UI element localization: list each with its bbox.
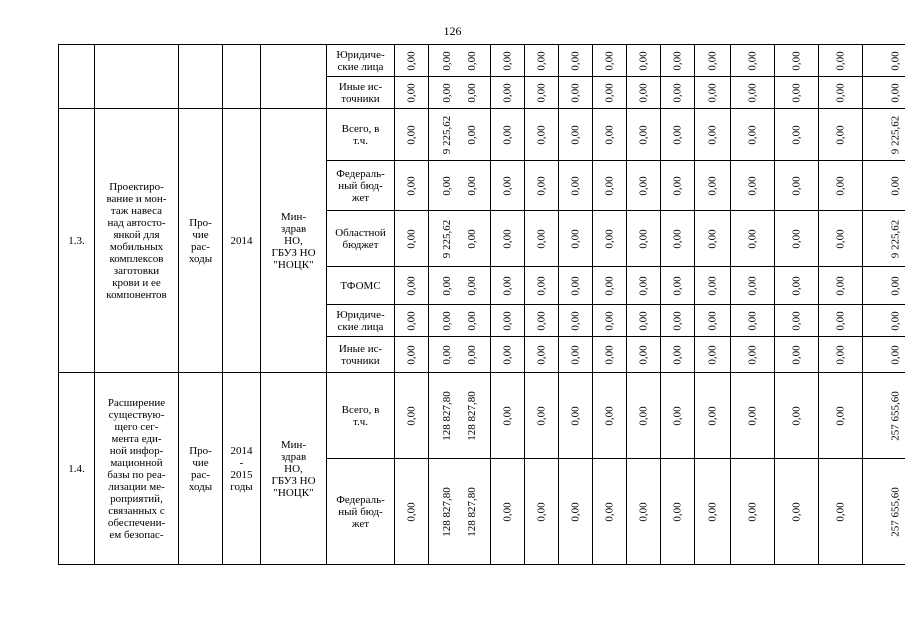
value-cell: 0,00	[731, 45, 775, 77]
value-cell: 0,00	[775, 373, 819, 459]
empty-cell	[261, 45, 327, 109]
value-cell: 0,00	[559, 109, 593, 161]
value-cell: 0,00	[695, 305, 731, 337]
value-cell: 0,00	[661, 45, 695, 77]
value-cell: 0,00	[525, 109, 559, 161]
value-cell: 0,00	[627, 459, 661, 565]
value-cell: 0,00	[525, 337, 559, 373]
value-cell: 0,00	[695, 267, 731, 305]
value-cell: 9 225,62 0,00	[429, 109, 491, 161]
value-cell: 0,00	[395, 109, 429, 161]
source-label: Иные ис- точники	[327, 337, 395, 373]
value-cell: 0,00	[731, 373, 775, 459]
value-cell: 0,00	[819, 161, 863, 211]
value-cell: 0,00	[491, 211, 525, 267]
value-cell: 0,00	[731, 459, 775, 565]
value-cell: 0,00	[627, 109, 661, 161]
value-cell: 0,00	[559, 337, 593, 373]
value-cell: 9 225,62	[863, 109, 905, 161]
value-cell: 0,00	[775, 267, 819, 305]
value-cell: 0,00	[491, 267, 525, 305]
value-cell: 0,00	[593, 373, 627, 459]
value-cell: 0,00	[661, 267, 695, 305]
value-cell: 0,00	[525, 45, 559, 77]
item-number: 1.3.	[59, 109, 95, 373]
value-cell: 0,00	[775, 211, 819, 267]
value-cell: 257 655,60	[863, 373, 905, 459]
empty-cell	[223, 45, 261, 109]
source-label: Юридиче- ские лица	[327, 45, 395, 77]
item-year: 2014	[223, 109, 261, 373]
value-cell: 0,00	[661, 459, 695, 565]
value-cell: 0,00 0,00	[429, 305, 491, 337]
value-cell: 0,00	[559, 77, 593, 109]
value-cell: 0,00	[819, 373, 863, 459]
source-label: Федераль- ный бюд- жет	[327, 459, 395, 565]
budget-table	[58, 44, 905, 565]
value-cell: 0,00	[695, 161, 731, 211]
value-cell: 0,00	[395, 211, 429, 267]
value-cell: 0,00	[593, 305, 627, 337]
value-cell: 0,00	[491, 337, 525, 373]
value-cell: 0,00	[695, 337, 731, 373]
value-cell: 0,00	[661, 109, 695, 161]
value-cell: 0,00	[559, 459, 593, 565]
value-cell: 0,00	[627, 45, 661, 77]
value-cell: 0,00	[775, 77, 819, 109]
value-cell: 0,00	[661, 337, 695, 373]
value-cell: 0,00	[627, 337, 661, 373]
source-label: Юридиче- ские лица	[327, 305, 395, 337]
value-cell: 0,00	[525, 305, 559, 337]
value-cell: 0,00	[627, 373, 661, 459]
value-cell: 0,00	[819, 459, 863, 565]
value-cell: 128 827,80 128 827,80	[429, 373, 491, 459]
value-cell: 0,00	[627, 161, 661, 211]
value-cell: 0,00	[593, 459, 627, 565]
value-cell: 0,00	[661, 373, 695, 459]
empty-cell	[179, 45, 223, 109]
value-cell: 0,00	[593, 161, 627, 211]
value-cell: 0,00	[525, 373, 559, 459]
value-cell: 0,00	[819, 77, 863, 109]
value-cell: 0,00	[627, 305, 661, 337]
source-label: Иные ис- точники	[327, 77, 395, 109]
value-cell: 0,00	[819, 109, 863, 161]
table-row	[59, 109, 905, 161]
value-cell: 0,00	[593, 77, 627, 109]
value-cell: 0,00	[731, 109, 775, 161]
value-cell: 0,00	[491, 161, 525, 211]
value-cell: 0,00	[695, 77, 731, 109]
value-cell: 0,00	[863, 305, 905, 337]
value-cell: 0,00	[395, 77, 429, 109]
value-cell: 0,00	[731, 161, 775, 211]
expense-type: Про- чие рас- ходы	[179, 109, 223, 373]
source-label: Всего, в т.ч.	[327, 109, 395, 161]
empty-cell	[95, 45, 179, 109]
value-cell: 0,00	[863, 45, 905, 77]
value-cell: 0,00	[731, 77, 775, 109]
value-cell: 0,00	[695, 373, 731, 459]
value-cell: 0,00	[819, 337, 863, 373]
value-cell: 0,00	[731, 211, 775, 267]
value-cell: 0,00	[695, 45, 731, 77]
value-cell: 0,00	[695, 211, 731, 267]
value-cell: 0,00	[525, 267, 559, 305]
value-cell: 0,00 0,00	[429, 45, 491, 77]
value-cell: 0,00	[731, 267, 775, 305]
value-cell: 0,00	[525, 459, 559, 565]
value-cell: 0,00	[491, 373, 525, 459]
value-cell: 0,00	[559, 305, 593, 337]
expense-type: Про- чие рас- ходы	[179, 373, 223, 565]
value-cell: 0,00	[695, 459, 731, 565]
value-cell: 0,00	[775, 109, 819, 161]
value-cell: 257 655,60	[863, 459, 905, 565]
value-cell: 0,00	[559, 45, 593, 77]
value-cell: 9 225,62	[863, 211, 905, 267]
source-label: Федераль- ный бюд- жет	[327, 161, 395, 211]
value-cell: 0,00	[559, 373, 593, 459]
value-cell: 0,00	[559, 267, 593, 305]
value-cell: 0,00	[395, 459, 429, 565]
value-cell: 0,00	[863, 337, 905, 373]
item-number: 1.4.	[59, 373, 95, 565]
value-cell: 0,00 0,00	[429, 267, 491, 305]
value-cell: 0,00	[863, 267, 905, 305]
value-cell: 0,00	[819, 305, 863, 337]
value-cell: 0,00	[593, 267, 627, 305]
page-number: 126	[443, 24, 462, 38]
value-cell: 0,00	[661, 161, 695, 211]
value-cell: 128 827,80 128 827,80	[429, 459, 491, 565]
value-cell: 0,00	[491, 109, 525, 161]
value-cell: 0,00	[661, 305, 695, 337]
item-name: Расширение существую- щего сег- мента еди- ной инфор- мационной базы по реа- лизации ме- роприятий, связанных с обеспечени- ем безопас-	[95, 373, 179, 565]
item-executor: Мин- здрав НО, ГБУЗ НО "НОЦК"	[261, 373, 327, 565]
value-cell: 0,00	[863, 161, 905, 211]
value-cell: 0,00	[661, 77, 695, 109]
value-cell: 0,00	[395, 267, 429, 305]
item-year: 2014 - 2015 годы	[223, 373, 261, 565]
value-cell: 0,00	[491, 45, 525, 77]
value-cell: 0,00	[593, 337, 627, 373]
value-cell: 0,00	[731, 337, 775, 373]
value-cell: 0,00	[775, 45, 819, 77]
value-cell: 0,00	[819, 267, 863, 305]
value-cell: 0,00	[395, 45, 429, 77]
value-cell: 0,00	[525, 211, 559, 267]
value-cell: 0,00	[525, 161, 559, 211]
source-label: Областной бюджет	[327, 211, 395, 267]
value-cell: 0,00	[593, 109, 627, 161]
value-cell: 0,00	[819, 45, 863, 77]
value-cell: 0,00	[395, 373, 429, 459]
value-cell: 0,00	[491, 305, 525, 337]
value-cell: 0,00	[395, 305, 429, 337]
table-row	[59, 45, 905, 77]
value-cell: 0,00	[661, 211, 695, 267]
value-cell: 0,00	[627, 267, 661, 305]
value-cell: 0,00	[491, 77, 525, 109]
value-cell: 0,00	[775, 459, 819, 565]
item-executor: Мин- здрав НО, ГБУЗ НО "НОЦК"	[261, 109, 327, 373]
value-cell: 9 225,62 0,00	[429, 211, 491, 267]
value-cell: 0,00	[775, 305, 819, 337]
value-cell: 0,00	[627, 211, 661, 267]
value-cell: 0,00	[491, 459, 525, 565]
table-row	[59, 373, 905, 459]
value-cell: 0,00	[627, 77, 661, 109]
value-cell: 0,00 0,00	[429, 161, 491, 211]
value-cell: 0,00	[395, 161, 429, 211]
value-cell: 0,00	[863, 77, 905, 109]
value-cell: 0,00	[819, 211, 863, 267]
value-cell: 0,00	[593, 211, 627, 267]
value-cell: 0,00	[395, 337, 429, 373]
value-cell: 0,00	[593, 45, 627, 77]
source-label: Всего, в т.ч.	[327, 373, 395, 459]
value-cell: 0,00	[559, 211, 593, 267]
value-cell: 0,00	[731, 305, 775, 337]
item-name: Проектиро- вание и мон- таж навеса над автосто- янкой для мобильных комплексов заготовки крови и ее компонентов	[95, 109, 179, 373]
value-cell: 0,00 0,00	[429, 337, 491, 373]
value-cell: 0,00	[695, 109, 731, 161]
value-cell: 0,00	[775, 161, 819, 211]
value-cell: 0,00	[559, 161, 593, 211]
value-cell: 0,00 0,00	[429, 77, 491, 109]
value-cell: 0,00	[775, 337, 819, 373]
value-cell: 0,00	[525, 77, 559, 109]
empty-cell	[59, 45, 95, 109]
source-label: ТФОМС	[327, 267, 395, 305]
